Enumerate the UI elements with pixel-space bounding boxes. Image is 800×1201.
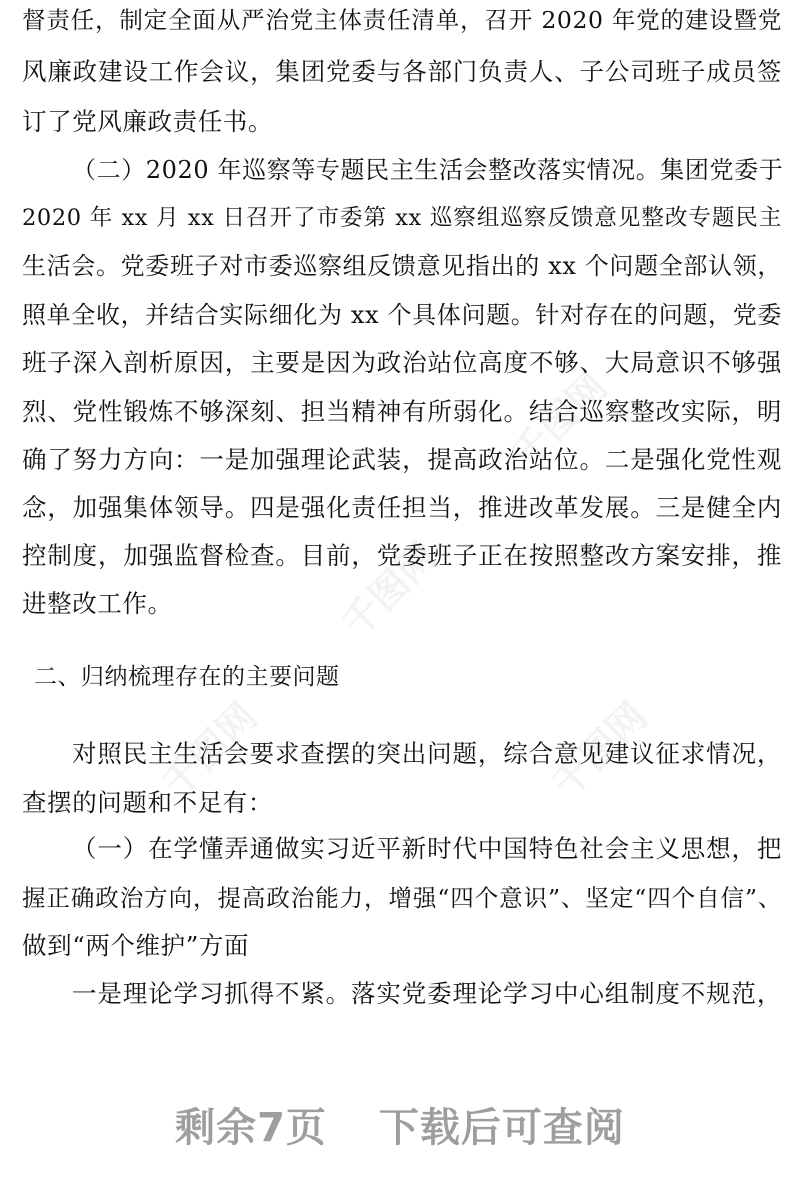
text-line: 一是理论学习抓得不紧。落实党委理论学习中心组制度不规范， (72, 979, 782, 1008)
text-line: （二）2020 年巡察等专题民主生活会整改落实情况。集团党委于 (72, 156, 784, 184)
watermark: 千图网 (543, 694, 656, 806)
section-heading: 二、归纳梳理存在的主要问题 (34, 664, 340, 690)
remaining-pages-label: 剩余7页 (175, 1105, 327, 1151)
text-line: 确了努力方向：一是加强理论武装，提高政治站位。二是强化党性观 (22, 445, 782, 474)
text-line: 风廉政建设工作会议，集团党委与各部门负责人、子公司班子成员签 (22, 57, 782, 86)
text-line: 生活会。党委班子对市委巡察组反馈意见指出的 xx 个问题全部认领， (22, 252, 782, 280)
text-line: 烈、党性锻炼不够深刻、担当精神有所弱化。结合巡察整改实际，明 (22, 397, 782, 426)
text-line: 查摆的问题和不足有： (22, 788, 273, 817)
text-line: 订了党风廉政责任书。 (22, 107, 273, 136)
text-line: 进整改工作。 (22, 589, 173, 618)
text-line: 控制度，加强监督检查。目前，党委班子正在按照整改方案安排，推 (22, 541, 782, 570)
download-prompt[interactable] (0, 1096, 800, 1153)
watermark: 千图网 (503, 364, 616, 476)
watermark: 千图网 (153, 694, 266, 806)
text-line: 握正确政治方向，提高政治能力，增强“四个意识”、坚定“四个自信”、 (22, 884, 782, 912)
watermark: 千图网 (333, 534, 446, 646)
text-line: 做到“两个维护”方面 (22, 931, 250, 960)
text-line: 念，加强集体领导。四是强化责任担当，推进改革发展。三是健全内 (22, 493, 782, 522)
text-line: 照单全收，并结合实际细化为 xx 个具体问题。针对存在的问题，党委 (22, 301, 782, 329)
download-hint-label[interactable]: 下载后可查阅 (378, 1105, 625, 1151)
text-line: 班子深入剖析原因，主要是因为政治站位高度不够、大局意识不够强 (22, 348, 782, 377)
text-line: 2020 年 xx 月 xx 日召开了市委第 xx 巡察组巡察反馈意见整改专题民主 (22, 205, 782, 231)
text-line: 对照民主生活会要求查摆的突出问题，综合意见建议征求情况， (72, 739, 782, 768)
text-line: （一）在学懂弄通做实习近平新时代中国特色社会主义思想，把 (72, 834, 782, 863)
text-line: 督责任，制定全面从严治党主体责任清单，召开 2020 年党的建设暨党 (22, 6, 782, 34)
